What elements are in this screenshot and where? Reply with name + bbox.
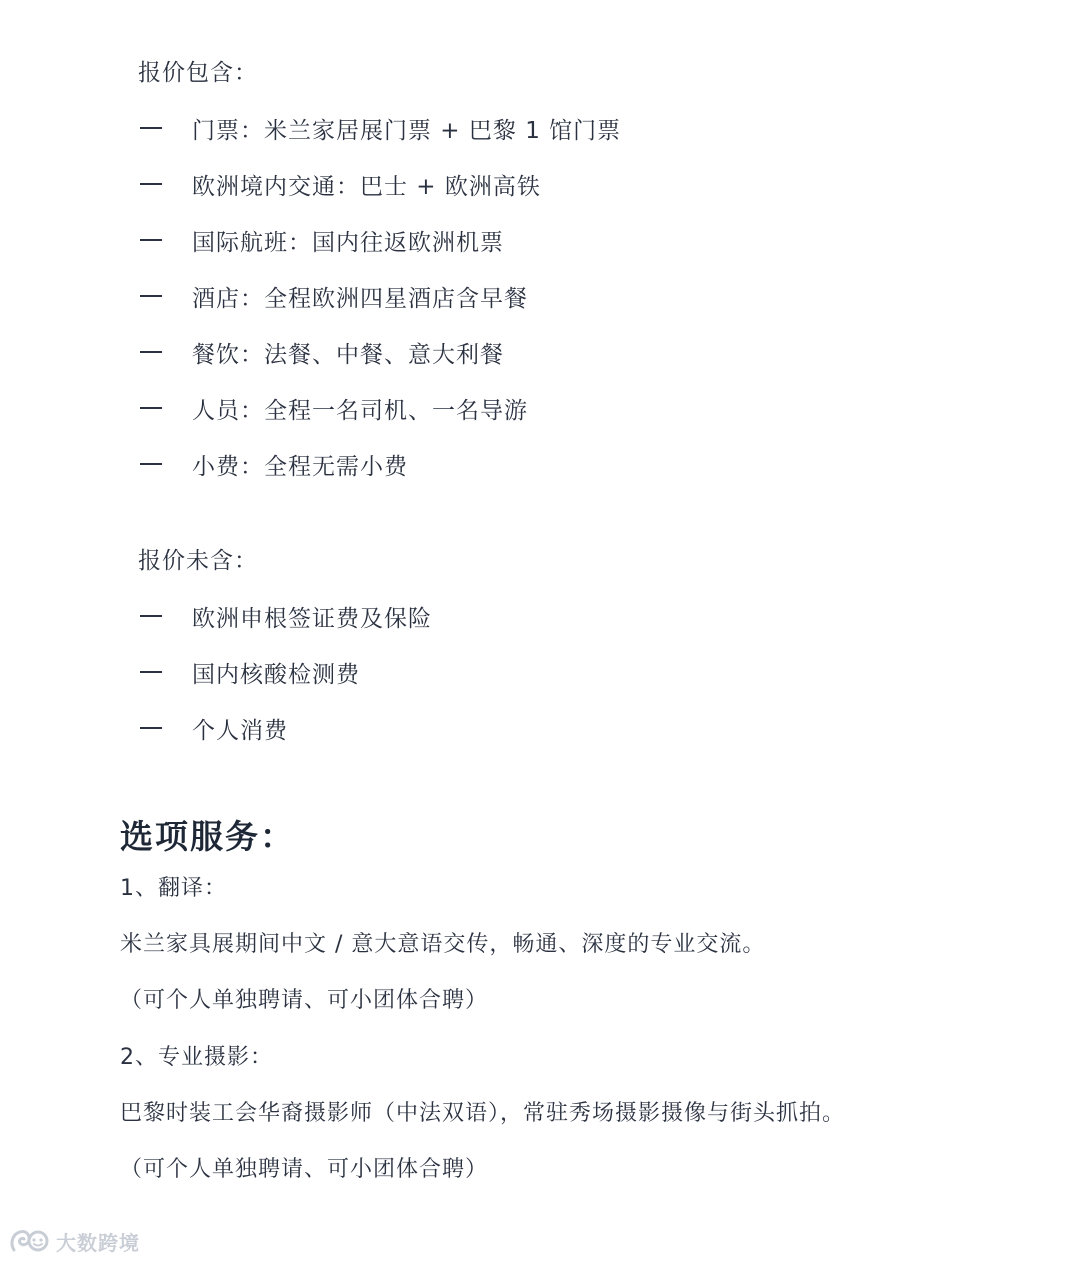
dash-bullet [140,615,162,617]
translation-desc: 米兰家具展期间中文 / 意大意语交传，畅通、深度的专业交流。 [120,932,766,957]
watermark-text: 大数跨境 [56,1230,140,1255]
list-item-text: 欧洲申根签证费及保险 [192,605,432,632]
included-list [138,100,621,492]
watermark [8,1226,140,1256]
dash-bullet [140,671,162,673]
list-item-text: 门票：米兰家居展门票 + 巴黎 1 馆门票 [192,117,622,144]
photography-title: 2、专业摄影： [120,1045,273,1070]
translation-note: （可个人单独聘请、可小团体合聘） [120,988,489,1013]
list-item-text: 餐饮：法餐、中餐、意大利餐 [192,341,504,368]
list-item [138,588,432,644]
list-item [138,380,621,436]
list-item [138,156,621,212]
dash-bullet [140,295,162,297]
list-item-text: 人员：全程一名司机、一名导游 [192,397,528,424]
dash-bullet [140,351,162,353]
list-item-text: 欧洲境内交通：巴士 + 欧洲高铁 [192,173,541,200]
included-label: 报价包含： [138,60,258,86]
excluded-label: 报价未含： [138,548,258,574]
list-item [138,700,432,756]
brand-logo-icon [8,1226,52,1256]
options-heading: 选项服务： [120,817,295,856]
excluded-list [138,588,432,756]
list-item [138,324,621,380]
list-item [138,436,621,492]
photography-desc: 巴黎时装工会华裔摄影师（中法双语），常驻秀场摄影摄像与街头抓拍。 [120,1101,846,1126]
list-item-text: 个人消费 [192,717,288,744]
dash-bullet [140,407,162,409]
list-item [138,268,621,324]
list-item-text: 小费：全程无需小费 [192,453,408,480]
dash-bullet [140,239,162,241]
translation-title: 1、翻译： [120,876,227,901]
list-item-text: 酒店：全程欧洲四星酒店含早餐 [192,285,528,312]
dash-bullet [140,183,162,185]
list-item [138,644,432,700]
photography-note: （可个人单独聘请、可小团体合聘） [120,1157,489,1182]
list-item [138,212,621,268]
list-item-text: 国内核酸检测费 [192,661,360,688]
dash-bullet [140,727,162,729]
dash-bullet [140,127,162,129]
dash-bullet [140,463,162,465]
list-item [138,100,621,156]
list-item-text: 国际航班：国内往返欧洲机票 [192,229,504,256]
